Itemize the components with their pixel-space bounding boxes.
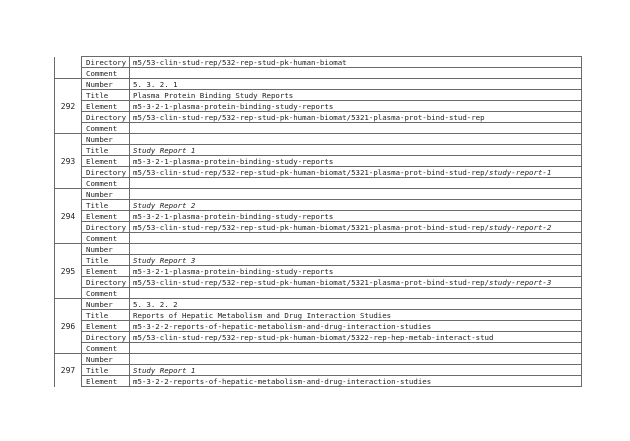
field-value	[130, 145, 582, 156]
field-value	[130, 255, 582, 266]
field-label: Number	[82, 299, 130, 310]
field-value	[130, 222, 582, 233]
table-body	[55, 57, 582, 387]
field-value	[130, 343, 582, 354]
value-text: m5-3-2-1-plasma-protein-binding-study-reports	[133, 156, 334, 166]
field-value	[130, 79, 582, 90]
table-row	[55, 321, 582, 332]
entry-number: 294	[55, 189, 82, 244]
field-value	[130, 112, 582, 123]
table-row	[55, 90, 582, 101]
table-row	[55, 189, 582, 200]
field-label: Number	[82, 244, 130, 255]
table-row	[55, 332, 582, 343]
value-text-italic: study-report-1	[489, 167, 552, 177]
table-row	[55, 354, 582, 365]
field-label: Directory	[82, 57, 130, 68]
field-value	[130, 310, 582, 321]
table-row	[55, 200, 582, 211]
table-row	[55, 101, 582, 112]
field-label: Element	[82, 156, 130, 167]
field-value	[130, 134, 582, 145]
field-value	[130, 178, 582, 189]
field-label: Comment	[82, 288, 130, 299]
field-value	[130, 211, 582, 222]
field-value	[130, 376, 582, 387]
table-row	[55, 277, 582, 288]
field-label: Element	[82, 266, 130, 277]
field-value	[130, 354, 582, 365]
value-text-italic: Study Report 1	[133, 145, 196, 155]
value-text: m5-3-2-2-reports-of-hepatic-metabolism-and-drug-interaction-studies	[133, 376, 432, 386]
field-label: Number	[82, 79, 130, 90]
field-value	[130, 101, 582, 112]
value-text: Reports of Hepatic Metabolism and Drug Interaction Studies	[133, 310, 392, 320]
value-text: m5/53-clin-stud-rep/532-rep-stud-pk-human-biomat/5321-plasma-prot-bind-stud-rep/	[133, 277, 490, 287]
value-text: 5. 3. 2. 2	[133, 299, 178, 309]
entry-number	[55, 57, 82, 79]
field-value	[130, 57, 582, 68]
value-text: m5/53-clin-stud-rep/532-rep-stud-pk-human-biomat/5321-plasma-prot-bind-stud-rep/	[133, 222, 490, 232]
ectd-toc-table	[54, 56, 582, 387]
table-row	[55, 178, 582, 189]
field-label: Element	[82, 376, 130, 387]
field-value	[130, 233, 582, 244]
value-text: m5/53-clin-stud-rep/532-rep-stud-pk-human-biomat	[133, 57, 347, 67]
field-label: Comment	[82, 68, 130, 79]
table-row	[55, 167, 582, 178]
value-text-italic: Study Report 1	[133, 365, 196, 375]
field-label: Directory	[82, 112, 130, 123]
table-row	[55, 255, 582, 266]
value-text: m5-3-2-1-plasma-protein-binding-study-reports	[133, 101, 334, 111]
value-text-italic: study-report-3	[489, 277, 552, 287]
table-row	[55, 68, 582, 79]
field-value	[130, 90, 582, 101]
entry-number: 296	[55, 299, 82, 354]
entry-number: 297	[55, 354, 82, 387]
field-label: Comment	[82, 233, 130, 244]
field-label: Comment	[82, 123, 130, 134]
value-text: m5/53-clin-stud-rep/532-rep-stud-pk-human-biomat/5322-rep-hep-metab-interact-stud	[133, 332, 494, 342]
field-label: Comment	[82, 178, 130, 189]
field-label: Title	[82, 310, 130, 321]
field-value	[130, 68, 582, 79]
field-label: Title	[82, 255, 130, 266]
value-text-italic: Study Report 2	[133, 200, 196, 210]
table-row	[55, 211, 582, 222]
table-row	[55, 266, 582, 277]
table-row	[55, 376, 582, 387]
field-label: Title	[82, 90, 130, 101]
field-label: Element	[82, 101, 130, 112]
table-row	[55, 123, 582, 134]
table-row	[55, 79, 582, 90]
value-text: 5. 3. 2. 1	[133, 79, 178, 89]
field-value	[130, 244, 582, 255]
value-text: m5-3-2-1-plasma-protein-binding-study-reports	[133, 266, 334, 276]
field-label: Number	[82, 134, 130, 145]
field-label: Element	[82, 321, 130, 332]
table-row	[55, 343, 582, 354]
value-text: m5-3-2-2-reports-of-hepatic-metabolism-and-drug-interaction-studies	[133, 321, 432, 331]
field-value	[130, 277, 582, 288]
table-row	[55, 112, 582, 123]
value-text: m5/53-clin-stud-rep/532-rep-stud-pk-human-biomat/5321-plasma-prot-bind-stud-rep	[133, 112, 485, 122]
entry-number: 293	[55, 134, 82, 189]
field-label: Number	[82, 189, 130, 200]
table-row	[55, 145, 582, 156]
field-label: Title	[82, 200, 130, 211]
field-label: Title	[82, 145, 130, 156]
field-value	[130, 167, 582, 178]
field-value	[130, 288, 582, 299]
field-label: Directory	[82, 332, 130, 343]
field-value	[130, 321, 582, 332]
field-value	[130, 200, 582, 211]
entry-number: 292	[55, 79, 82, 134]
field-value	[130, 189, 582, 200]
field-value	[130, 266, 582, 277]
field-value	[130, 299, 582, 310]
table-row	[55, 57, 582, 68]
table-row	[55, 310, 582, 321]
field-value	[130, 332, 582, 343]
field-label: Directory	[82, 277, 130, 288]
field-label: Directory	[82, 222, 130, 233]
field-label: Comment	[82, 343, 130, 354]
value-text: Plasma Protein Binding Study Reports	[133, 90, 294, 100]
value-text-italic: study-report-2	[489, 222, 552, 232]
field-value	[130, 365, 582, 376]
value-text-italic: Study Report 3	[133, 255, 196, 265]
table-row	[55, 233, 582, 244]
value-text: m5-3-2-1-plasma-protein-binding-study-reports	[133, 211, 334, 221]
table-row	[55, 156, 582, 167]
field-value	[130, 156, 582, 167]
table-row	[55, 365, 582, 376]
field-label: Title	[82, 365, 130, 376]
table-row	[55, 288, 582, 299]
field-label: Number	[82, 354, 130, 365]
entry-number: 295	[55, 244, 82, 299]
table-row	[55, 244, 582, 255]
value-text: m5/53-clin-stud-rep/532-rep-stud-pk-human-biomat/5321-plasma-prot-bind-stud-rep/	[133, 167, 490, 177]
field-label: Element	[82, 211, 130, 222]
field-label: Directory	[82, 167, 130, 178]
field-value	[130, 123, 582, 134]
table-row	[55, 222, 582, 233]
table-row	[55, 299, 582, 310]
table-row	[55, 134, 582, 145]
